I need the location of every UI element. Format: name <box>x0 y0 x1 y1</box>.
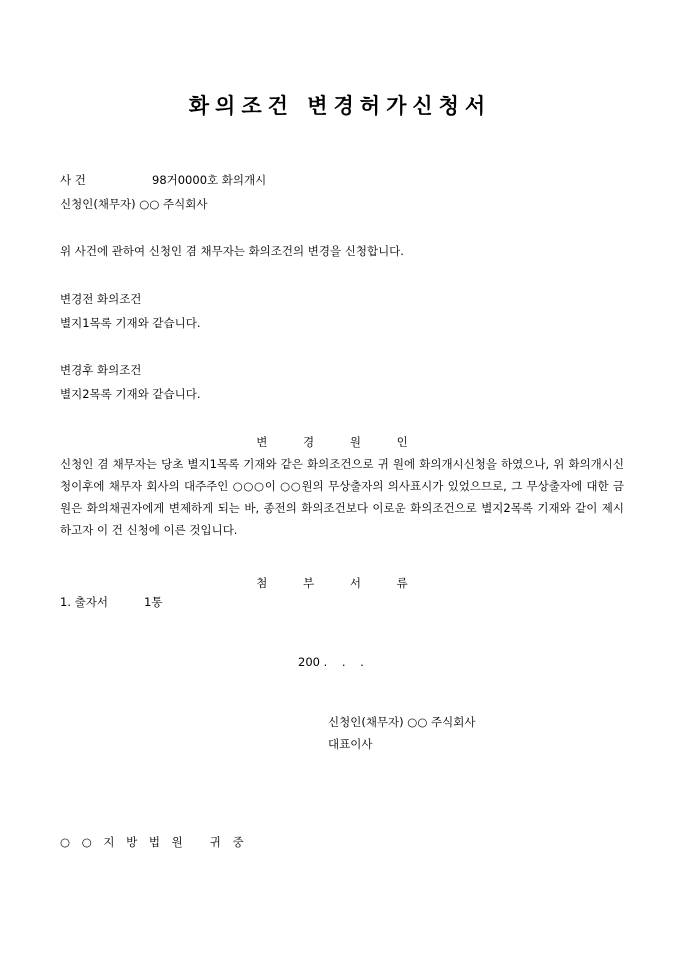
before-text: 별지1목록 기재와 같습니다. <box>60 316 201 330</box>
reason-heading: 변 경 원 인 <box>256 435 424 449</box>
attachment-item-count: 1통 <box>144 595 163 609</box>
document-title: 화의조건 변경허가신청서 <box>188 93 492 118</box>
signature-representative: 대표이사 <box>328 737 373 751</box>
attachment-item-name: 1. 출자서 <box>60 595 108 609</box>
reason-paragraph: 신청인 겸 채무자는 당초 별지1목록 기재와 같은 화의조건으로 귀 원에 화의개시신청을 하였으나, 위 화의개시신청이후에 채무자 회사의 대주주인 ○○○이 ○○원의 무상출자의 의사표시가 있었으므로, 그 무상출자에 대한 금원은 화의채권자에게 변제하게 되는 바, 종전의 화의조건보다 이로운 화의조건으로 별지2목록 기재와 같이 제시하고자 이 건 신청에 이른 것입니다. <box>60 457 624 537</box>
court-addressee: ○ ○ 지 방 법 원 귀 중 <box>60 835 248 849</box>
applicant-line: 신청인(채무자) ○○ 주식회사 <box>60 197 208 211</box>
after-heading: 변경후 화의조건 <box>60 363 142 377</box>
attachments-heading: 첨 부 서 류 <box>256 576 424 590</box>
before-heading: 변경전 화의조건 <box>60 292 142 306</box>
after-text: 별지2목록 기재와 같습니다. <box>60 387 201 401</box>
filing-date: 200 . . . <box>298 655 364 669</box>
signature-applicant: 신청인(채무자) ○○ 주식회사 <box>328 715 476 729</box>
request-text: 위 사건에 관하여 신청인 겸 채무자는 화의조건의 변경을 신청합니다. <box>60 244 404 258</box>
case-label: 사 건 <box>60 173 86 187</box>
case-value: 98거0000호 화의개시 <box>152 173 267 187</box>
